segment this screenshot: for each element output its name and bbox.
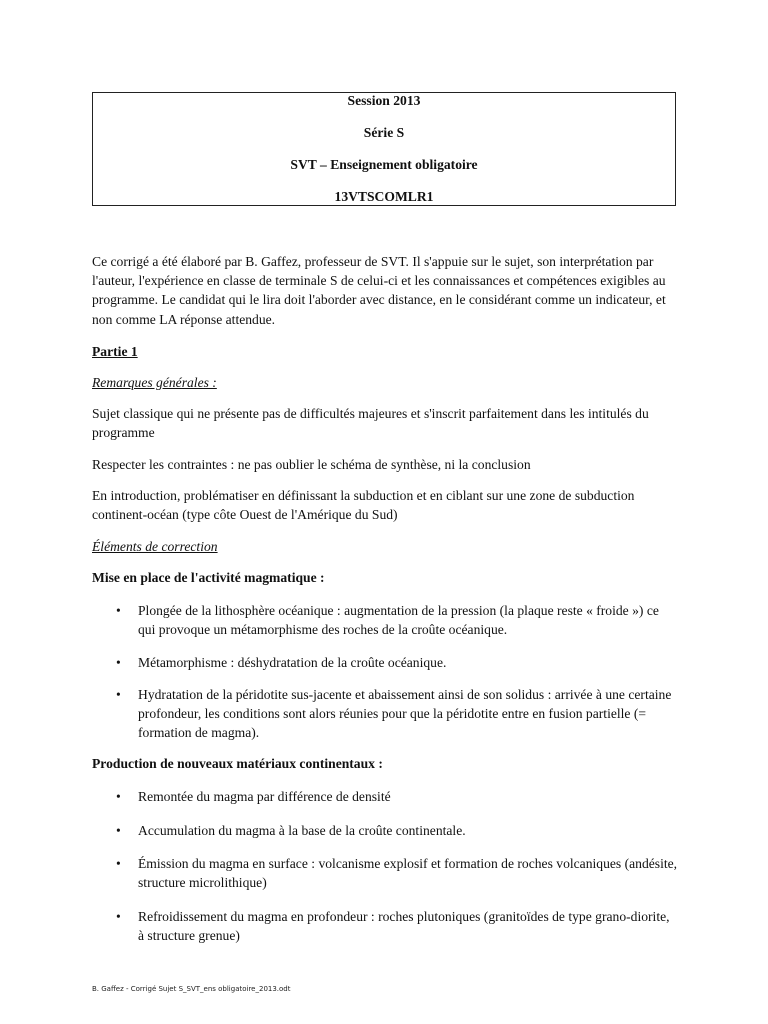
serie-label: Série S xyxy=(363,125,405,140)
bullet-item: Plongée de la lithosphère océanique : augmentation de la pression (la plaque reste « froide ») ce qui provoque un métamorphisme des roches de la croûte océanique. xyxy=(138,603,659,638)
session-label: Session 2013 xyxy=(347,93,421,108)
header-box xyxy=(92,92,676,206)
bullet-item: Métamorphisme : déshydratation de la croûte océanique. xyxy=(138,655,447,670)
remarque-paragraph: Respecter les contraintes : ne pas oublier le schéma de synthèse, ni la conclusion xyxy=(92,457,531,472)
exam-code: 13VTSCOMLR1 xyxy=(334,189,434,204)
remarque-paragraph: Sujet classique qui ne présente pas de difficultés majeures et s'inscrit parfaitement dans les intitulés du programme xyxy=(92,406,649,441)
bullet-item: Émission du magma en surface : volcanisme explosif et formation de roches volcaniques (andésite, structure microlithique) xyxy=(138,856,678,891)
bullet-marker: • xyxy=(116,687,121,702)
bullet-marker: • xyxy=(116,909,121,924)
subject-label: SVT – Enseignement obligatoire xyxy=(290,157,478,172)
intro-paragraph: Ce corrigé a été élaboré par B. Gaffez, professeur de SVT. Il s'appuie sur le sujet, son interprétation par l'auteur, l'expérience en classe de terminale S de celui-ci et les connaissances et compétences exigibles au programme. Le candidat qui le lira doit l'aborder avec distance, en le considérant comme un indicateur, et non comme LA réponse attendue. xyxy=(92,254,666,327)
bullet-item: Hydratation de la péridotite sus-jacente et abaissement ainsi de son solidus : arrivée à une certaine profondeur, les conditions sont alors réunies pour que la péridotite entre en fusion partielle (= formation de magma). xyxy=(138,687,672,741)
remarques-heading: Remarques générales : xyxy=(92,375,217,390)
bullet-marker: • xyxy=(116,856,121,871)
bullet-marker: • xyxy=(116,823,121,838)
section1-heading: Mise en place de l'activité magmatique : xyxy=(92,570,325,585)
bullet-marker: • xyxy=(116,603,121,618)
section2-heading: Production de nouveaux matériaux continentaux : xyxy=(92,756,383,771)
elements-heading: Éléments de correction xyxy=(92,539,218,554)
bullet-item: Accumulation du magma à la base de la croûte continentale. xyxy=(138,823,466,838)
partie-heading: Partie 1 xyxy=(92,344,138,359)
bullet-marker: • xyxy=(116,789,121,804)
remarque-paragraph: En introduction, problématiser en définissant la subduction et en ciblant sur une zone de subduction continent-océan (type côte Ouest de l'Amérique du Sud) xyxy=(92,488,635,523)
bullet-marker: • xyxy=(116,655,121,670)
bullet-item: Refroidissement du magma en profondeur : roches plutoniques (granitoïdes de type grano-diorite, à structure grenue) xyxy=(138,909,670,944)
bullet-item: Remontée du magma par différence de densité xyxy=(138,789,391,804)
footer-filename: B. Gaffez - Corrigé Sujet S_SVT_ens obligatoire_2013.odt xyxy=(92,985,291,993)
